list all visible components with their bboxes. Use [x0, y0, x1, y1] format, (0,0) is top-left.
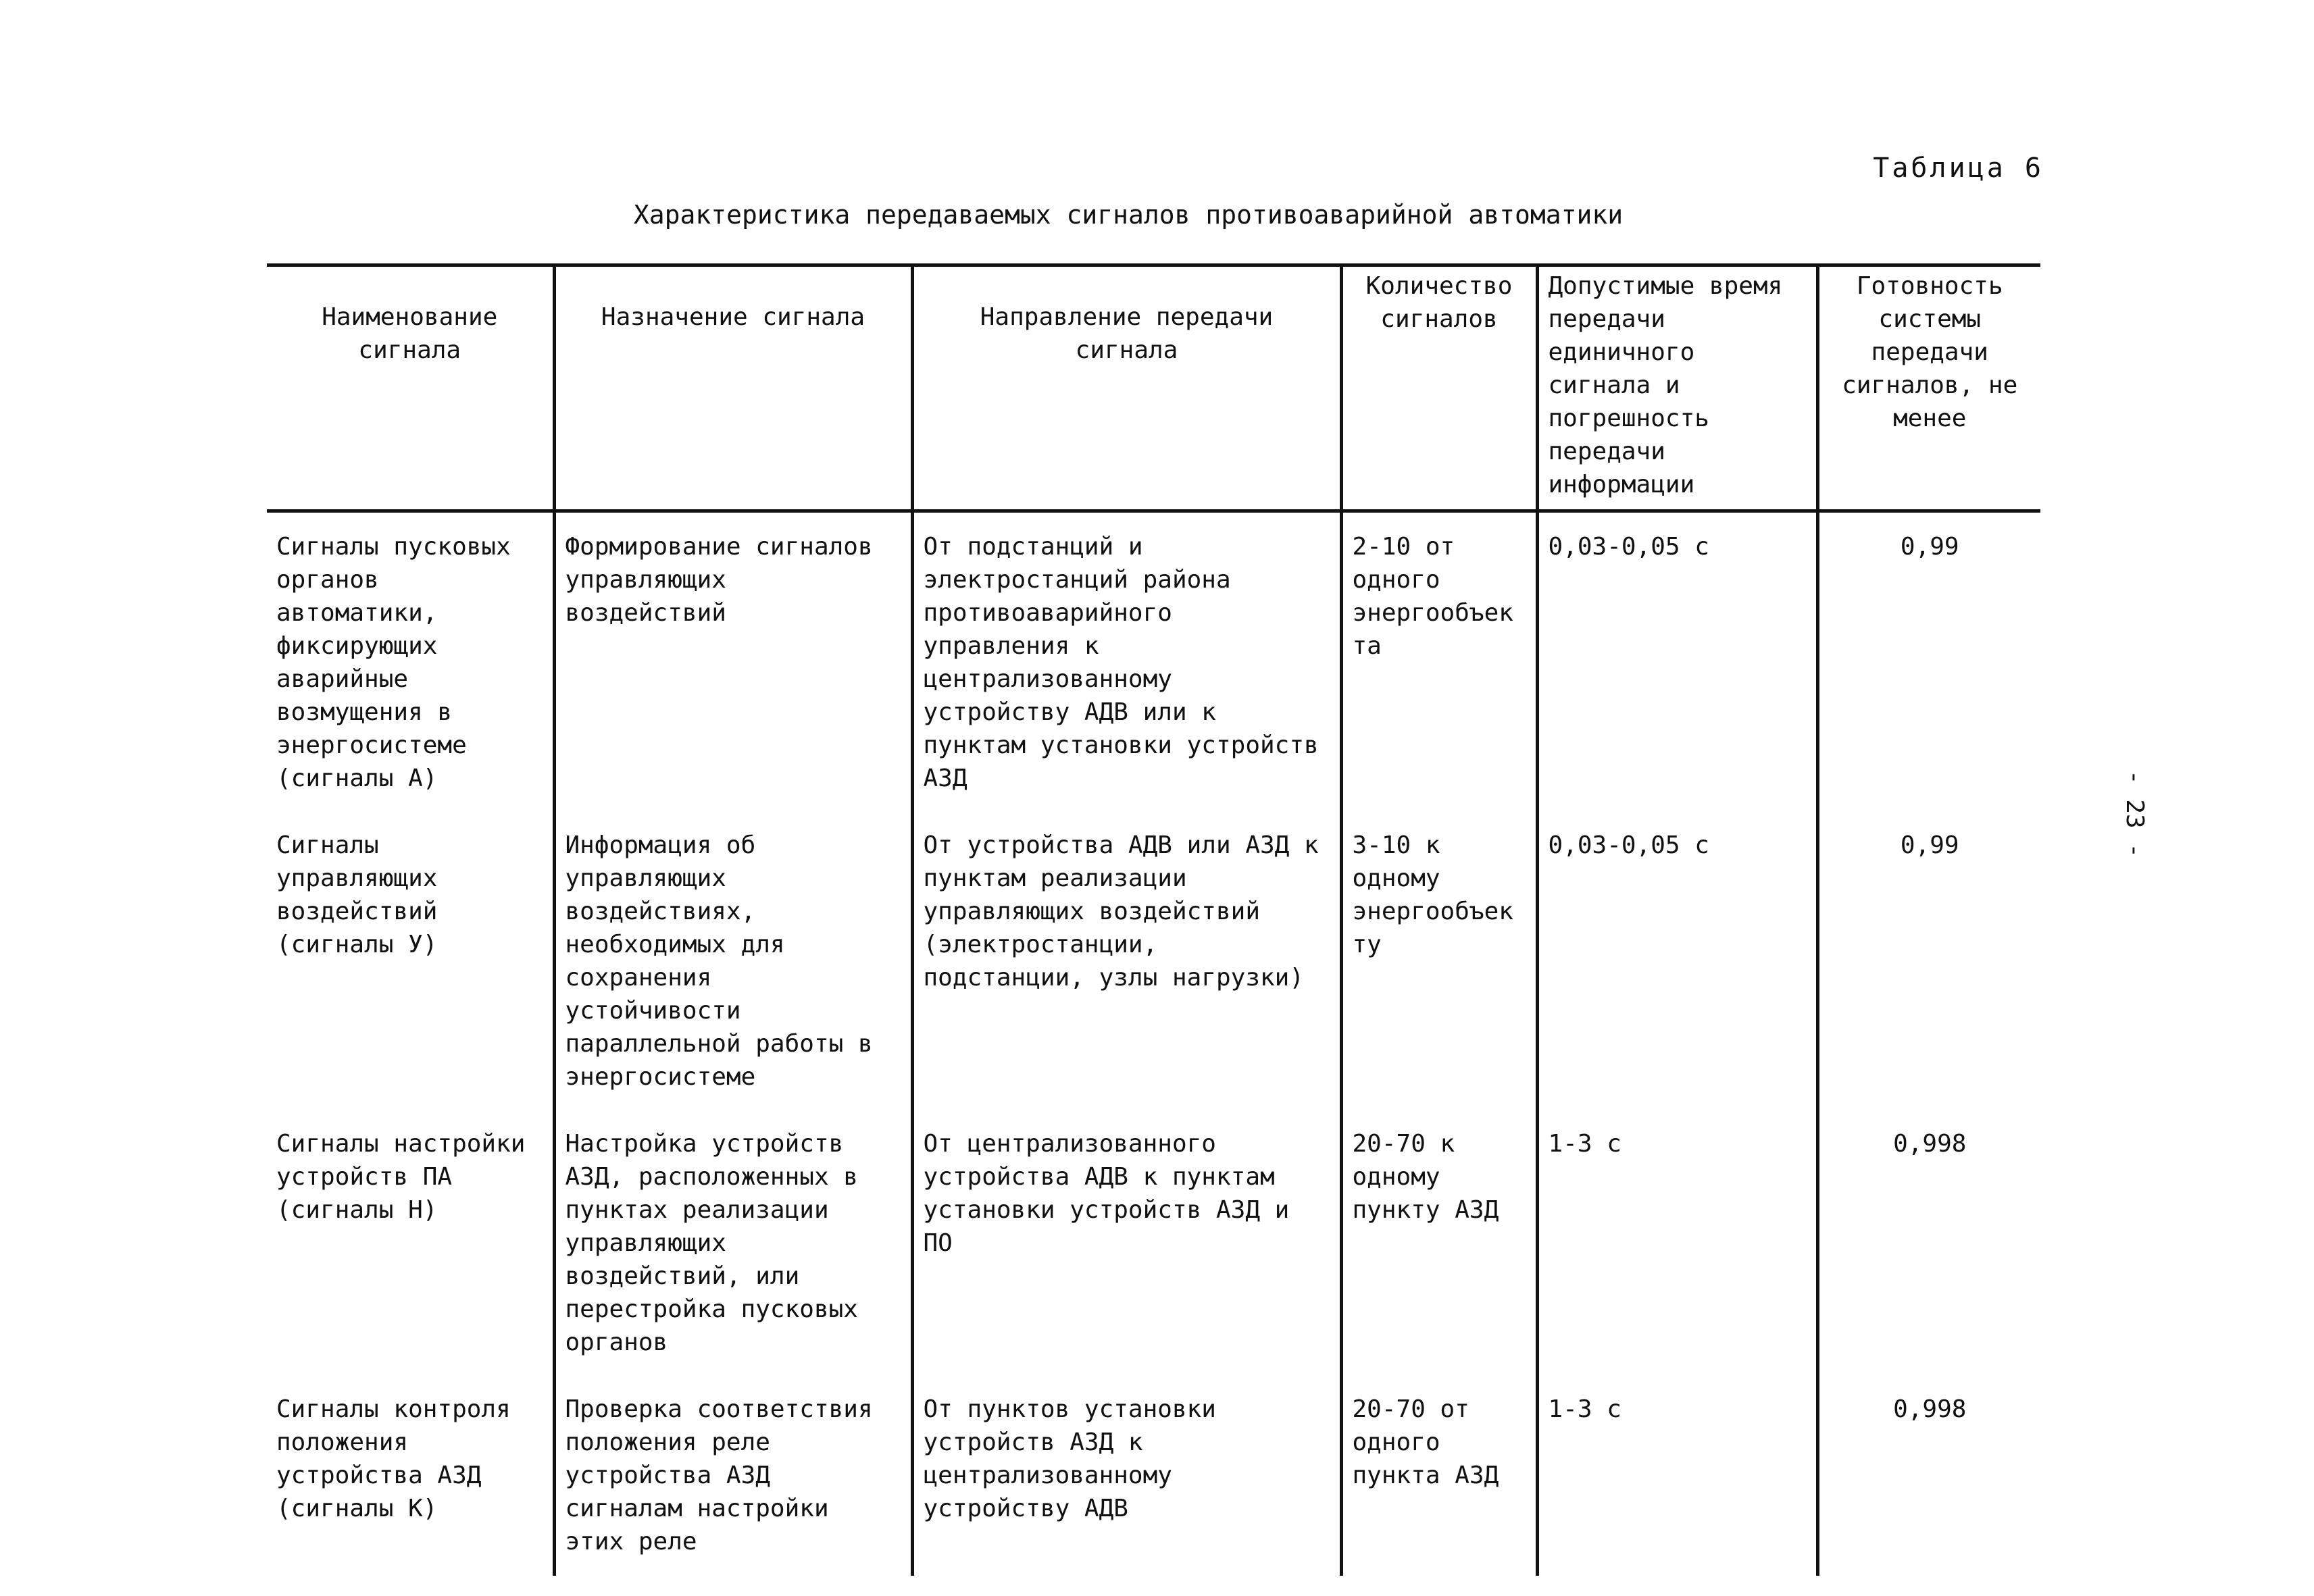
- cell-transmission-time: 0,03-0,05 с: [1537, 511, 1817, 813]
- cell-signal-purpose: Проверка соответствия положения реле устройства АЗД сигналам настройки этих реле: [554, 1376, 912, 1576]
- table-title: Характеристика передаваемых сигналов противоаварийной автоматики: [633, 200, 1624, 230]
- table-label: Таблица 6: [1873, 153, 2044, 184]
- page-number: - 23 -: [2121, 770, 2148, 858]
- cell-transmission-direction: От централизованного устройства АДВ к пунктам установки устройств АЗД и ПО: [912, 1111, 1341, 1376]
- table-row: [267, 1376, 2040, 1576]
- table-header-row: [267, 265, 2040, 511]
- cell-signal-name: Сигналы управляющих воздействий (сигналы У): [267, 813, 554, 1111]
- header-readiness: Готовность системы передачи сигналов, не менее: [1817, 265, 2040, 511]
- cell-transmission-time: 1-3 с: [1537, 1376, 1817, 1576]
- cell-signal-name: Сигналы пусковых органов автоматики, фиксирующих аварийные возмущения в энергосистеме (сигналы А): [267, 511, 554, 813]
- cell-signal-count: 20-70 от одного пункта АЗД: [1341, 1376, 1537, 1576]
- cell-signal-purpose: Формирование сигналов управляющих воздействий: [554, 511, 912, 813]
- cell-signal-count: 20-70 к одному пункту АЗД: [1341, 1111, 1537, 1376]
- cell-readiness: 0,998: [1817, 1376, 2040, 1576]
- cell-signal-purpose: Информация об управляющих воздействиях, необходимых для сохранения устойчивости параллельной работы в энергосистеме: [554, 813, 912, 1111]
- cell-signal-count: 3-10 к одному энергообъекту: [1341, 813, 1537, 1111]
- cell-transmission-time: 0,03-0,05 с: [1537, 813, 1817, 1111]
- cell-transmission-direction: От подстанций и электростанций района противоаварийного управления к централизованному устройству АДВ или к пунктам установки устройств АЗД: [912, 511, 1341, 813]
- cell-signal-purpose: Настройка устройств АЗД, расположенных в пунктах реализации управляющих воздействий, или перестройка пусковых органов: [554, 1111, 912, 1376]
- header-transmission-time: Допустимые время передачи единичного сигнала и погрешность передачи информации: [1537, 265, 1817, 511]
- cell-readiness: 0,998: [1817, 1111, 2040, 1376]
- header-signal-purpose: Назначение сигнала: [554, 265, 912, 511]
- header-signal-count: Количество сигналов: [1341, 265, 1537, 511]
- table-row: [267, 1111, 2040, 1376]
- cell-transmission-direction: От пунктов установки устройств АЗД к централизованному устройству АДВ: [912, 1376, 1341, 1576]
- table-row: [267, 813, 2040, 1111]
- cell-signal-count: 2-10 от одного энергообъекта: [1341, 511, 1537, 813]
- table-row: [267, 511, 2040, 813]
- cell-transmission-time: 1-3 с: [1537, 1111, 1817, 1376]
- cell-signal-name: Сигналы контроля положения устройства АЗД (сигналы К): [267, 1376, 554, 1576]
- cell-signal-name: Сигналы настройки устройств ПА (сигналы Н): [267, 1111, 554, 1376]
- signal-table: [267, 263, 2040, 1576]
- cell-readiness: 0,99: [1817, 511, 2040, 813]
- cell-transmission-direction: От устройства АДВ или АЗД к пунктам реализации управляющих воздействий (электростанции, подстанции, узлы нагрузки): [912, 813, 1341, 1111]
- header-transmission-direction: Направление передачи сигнала: [912, 265, 1341, 511]
- cell-readiness: 0,99: [1817, 813, 2040, 1111]
- header-signal-name: Наименование сигнала: [267, 265, 554, 511]
